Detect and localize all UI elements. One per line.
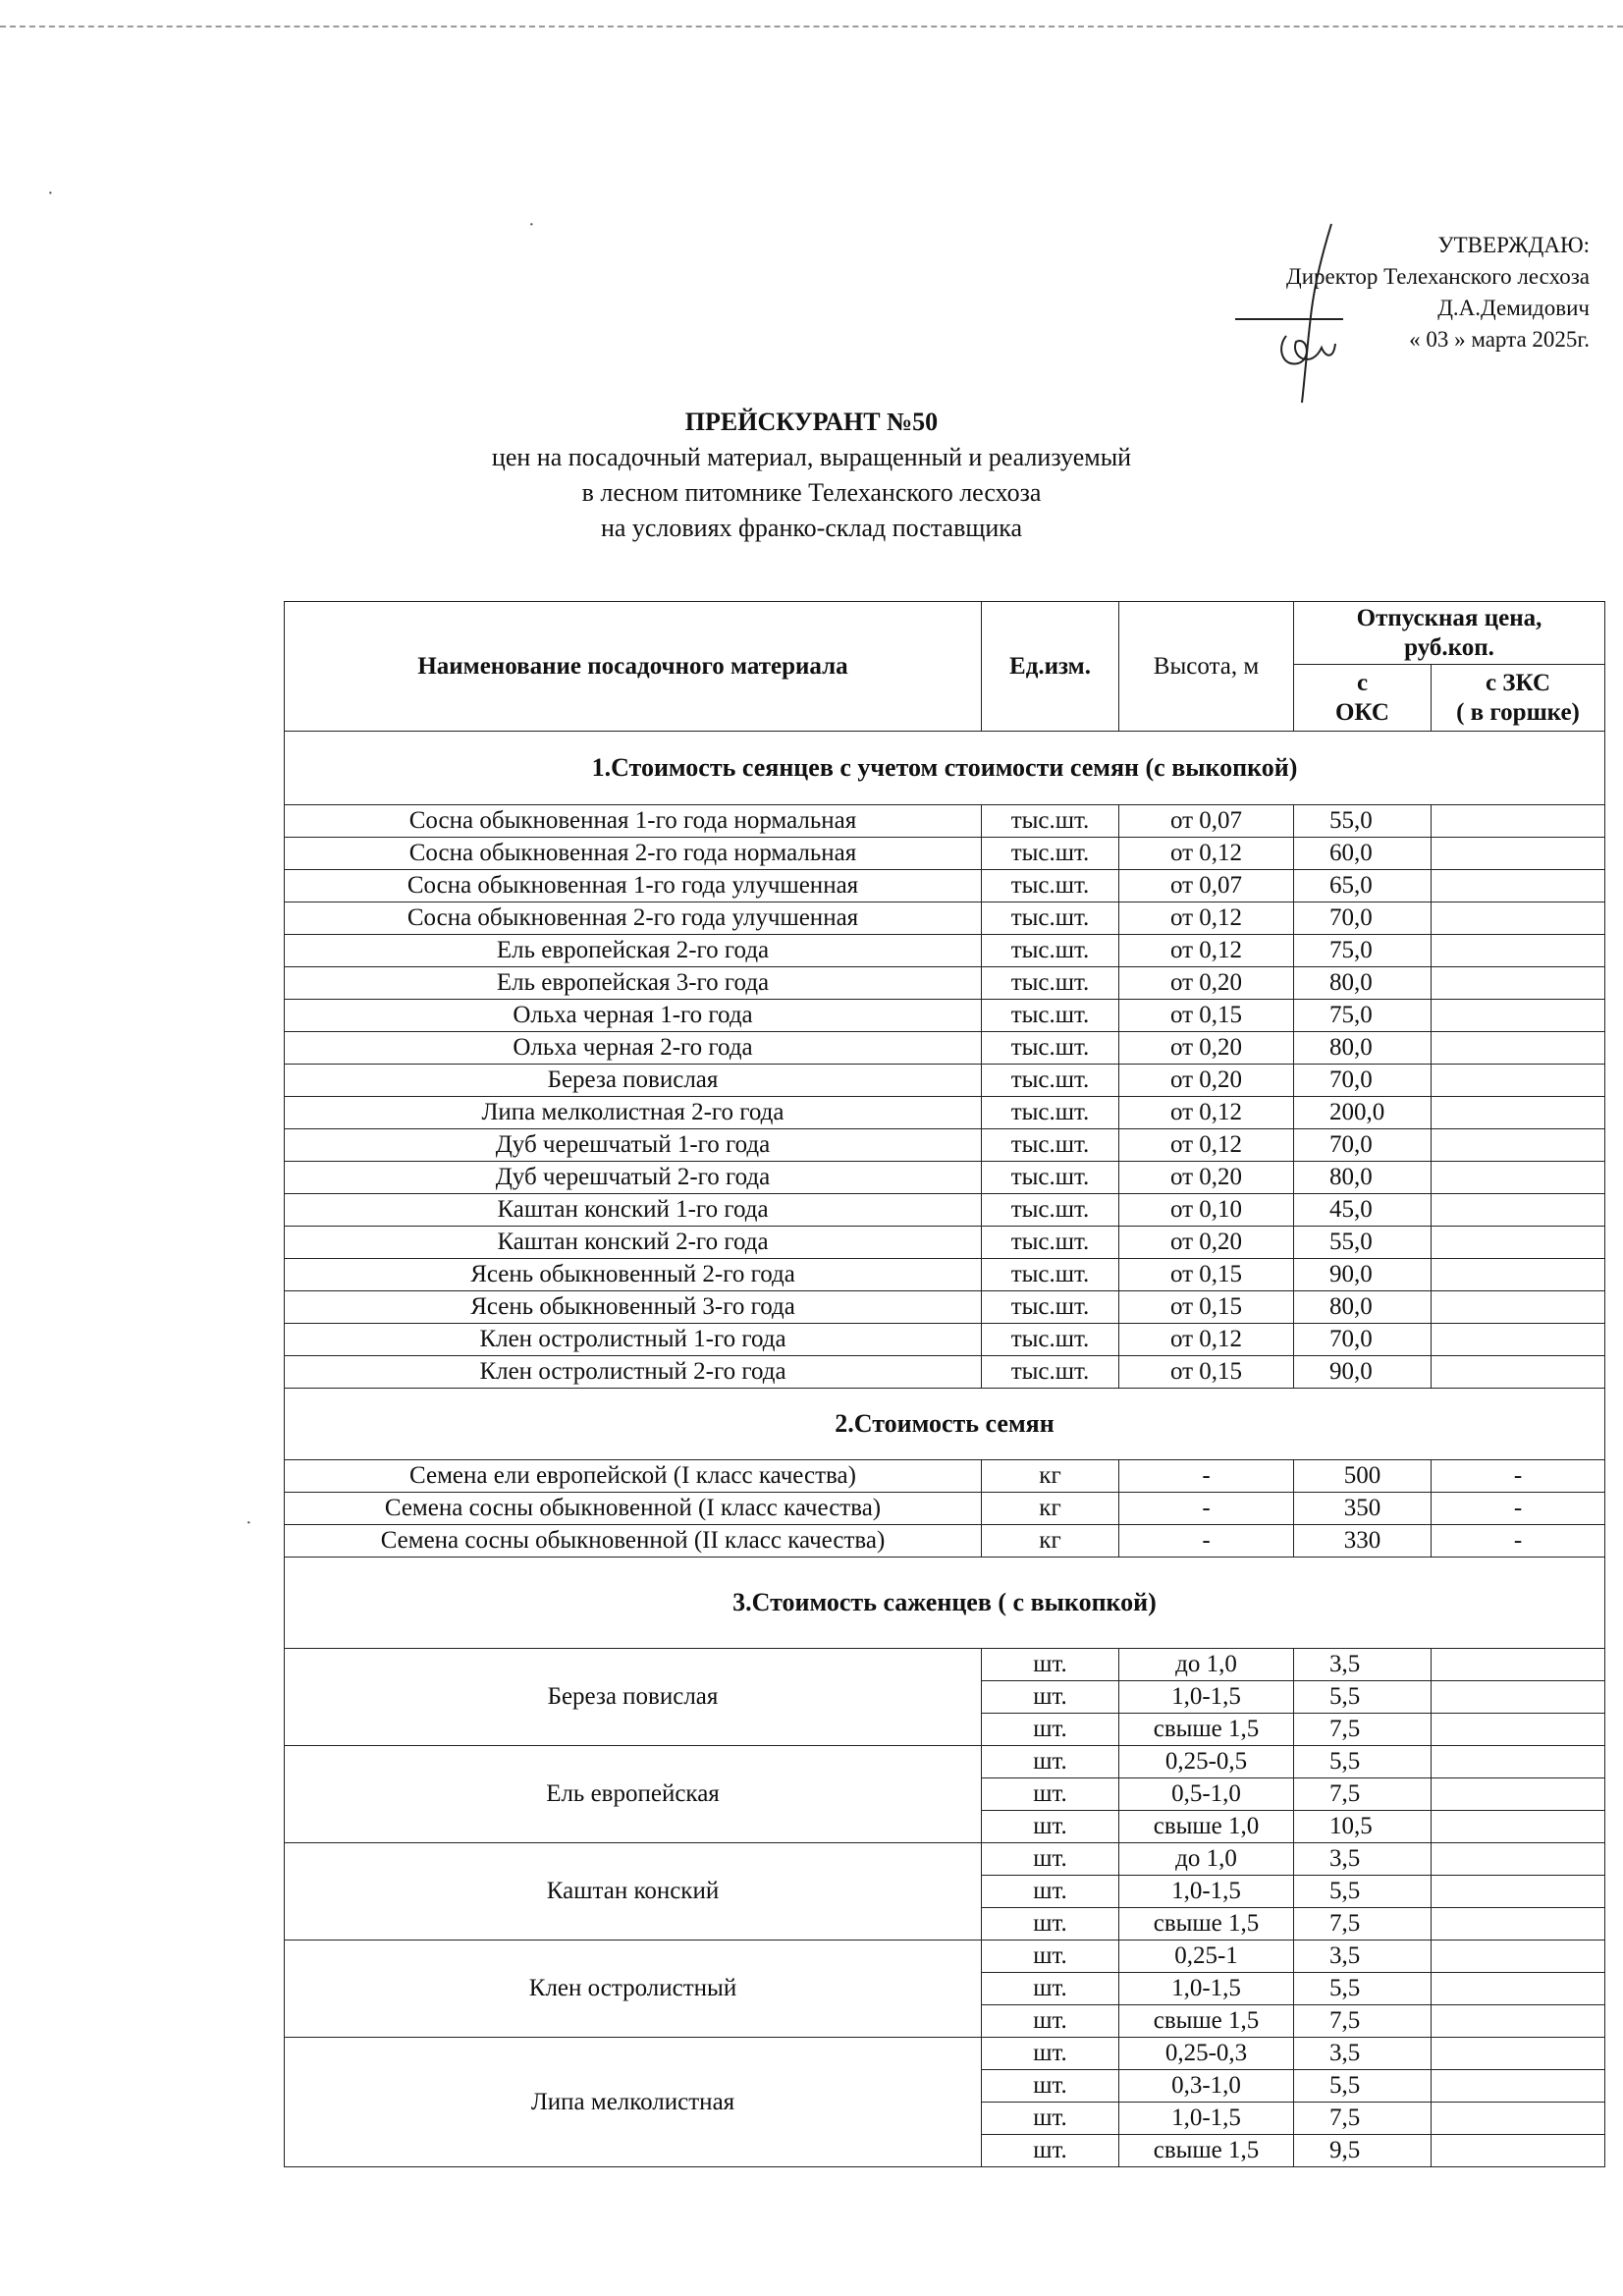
- cell-price-zks: [1432, 1649, 1605, 1681]
- cell-price-oks: 80,0: [1294, 1291, 1432, 1324]
- cell-price-zks: [1432, 1324, 1605, 1356]
- cell-price-zks: [1432, 902, 1605, 935]
- cell-price-oks: 55,0: [1294, 805, 1432, 838]
- cell-price-oks: 45,0: [1294, 1194, 1432, 1227]
- cell-price-zks: [1432, 1778, 1605, 1811]
- scan-edge-line: [0, 26, 1623, 27]
- table-row: [285, 1525, 1605, 1558]
- cell-price-zks: [1432, 1162, 1605, 1194]
- cell-price-oks: 70,0: [1294, 1324, 1432, 1356]
- cell-unit: шт.: [982, 1649, 1119, 1681]
- table-row: [285, 1746, 1605, 1778]
- cell-height: 1,0-1,5: [1119, 1681, 1294, 1714]
- section-title-seeds: 2.Стоимость семян: [285, 1389, 1605, 1460]
- title-line-2: в лесном питомнике Телеханского лесхоза: [581, 478, 1042, 507]
- cell-price-zks: [1432, 2038, 1605, 2070]
- cell-name: Клен остролистный 1-го года: [285, 1324, 982, 1356]
- cell-price-oks: 3,5: [1294, 1843, 1432, 1876]
- cell-unit: шт.: [982, 1843, 1119, 1876]
- cell-name: Ель европейская 2-го года: [285, 935, 982, 967]
- cell-unit: шт.: [982, 2135, 1119, 2167]
- cell-height: 1,0-1,5: [1119, 1876, 1294, 1908]
- cell-price-oks: 80,0: [1294, 1032, 1432, 1065]
- cell-name: Сосна обыкновенная 1-го года улучшенная: [285, 870, 982, 902]
- price-table: [284, 601, 1605, 2167]
- cell-height: свыше 1,5: [1119, 1908, 1294, 1941]
- cell-price-zks: [1432, 1843, 1605, 1876]
- cell-unit: шт.: [982, 2005, 1119, 2038]
- cell-price-zks: [1432, 1065, 1605, 1097]
- cell-group-name: Каштан конский: [285, 1843, 982, 1941]
- cell-price-oks: 5,5: [1294, 1681, 1432, 1714]
- cell-height: до 1,0: [1119, 1649, 1294, 1681]
- cell-price-zks: [1432, 838, 1605, 870]
- section-title-seedlings: 1.Стоимость сеянцев с учетом стоимости семян (с выкопкой): [285, 732, 1605, 805]
- header-oks-bottom: ОКС: [1334, 698, 1389, 726]
- cell-price-oks: 80,0: [1294, 1162, 1432, 1194]
- cell-price-zks: [1432, 2005, 1605, 2038]
- cell-name: Ольха черная 1-го года: [285, 1000, 982, 1032]
- table-row: [285, 902, 1605, 935]
- cell-unit: тыс.шт.: [982, 1032, 1119, 1065]
- cell-price-zks: [1432, 1227, 1605, 1259]
- cell-group-name: Ель европейская: [285, 1746, 982, 1843]
- cell-price-oks: 70,0: [1294, 902, 1432, 935]
- handwritten-signature: [1272, 220, 1341, 407]
- cell-height: от 0,15: [1119, 1291, 1294, 1324]
- cell-name: Дуб черешчатый 1-го года: [285, 1129, 982, 1162]
- scan-speck: ·: [245, 1512, 252, 1534]
- cell-name: Каштан конский 2-го года: [285, 1227, 982, 1259]
- table-row: [285, 1649, 1605, 1681]
- table-row: [285, 1194, 1605, 1227]
- cell-price-oks: 5,5: [1294, 2070, 1432, 2103]
- table-row: [285, 1065, 1605, 1097]
- cell-height: 0,25-0,3: [1119, 2038, 1294, 2070]
- cell-height: 0,25-0,5: [1119, 1746, 1294, 1778]
- cell-price-oks: 3,5: [1294, 1941, 1432, 1973]
- table-row: [285, 870, 1605, 902]
- cell-height: 0,3-1,0: [1119, 2070, 1294, 2103]
- cell-name: Ольха черная 2-го года: [285, 1032, 982, 1065]
- table-row: [285, 1356, 1605, 1389]
- cell-height: от 0,12: [1119, 1129, 1294, 1162]
- cell-height: от 0,20: [1119, 1032, 1294, 1065]
- table-row: [285, 1032, 1605, 1065]
- cell-height: 1,0-1,5: [1119, 2103, 1294, 2135]
- table-row: [285, 1129, 1605, 1162]
- cell-price-zks: -: [1432, 1525, 1605, 1558]
- section-title-saplings: 3.Стоимость саженцев ( с выкопкой): [285, 1558, 1605, 1649]
- cell-unit: тыс.шт.: [982, 1356, 1119, 1389]
- cell-unit: тыс.шт.: [982, 1194, 1119, 1227]
- cell-unit: тыс.шт.: [982, 1227, 1119, 1259]
- cell-name: Семена сосны обыкновенной (I класс качества): [285, 1493, 982, 1525]
- cell-height: от 0,12: [1119, 1097, 1294, 1129]
- table-row: [285, 838, 1605, 870]
- cell-height: от 0,10: [1119, 1194, 1294, 1227]
- cell-unit: тыс.шт.: [982, 1065, 1119, 1097]
- cell-price-oks: 200,0: [1294, 1097, 1432, 1129]
- cell-price-oks: 7,5: [1294, 1908, 1432, 1941]
- cell-price-oks: 330: [1294, 1525, 1432, 1558]
- cell-name: Семена ели европейской (I класс качества): [285, 1460, 982, 1493]
- cell-unit: шт.: [982, 2038, 1119, 2070]
- table-row: [285, 1493, 1605, 1525]
- table-row: [285, 1259, 1605, 1291]
- cell-price-zks: [1432, 1908, 1605, 1941]
- title-line-3: на условиях франко-склад поставщика: [600, 514, 1023, 542]
- cell-price-oks: 7,5: [1294, 1714, 1432, 1746]
- cell-price-zks: -: [1432, 1493, 1605, 1525]
- header-oks-top: с: [1356, 669, 1369, 696]
- cell-height: 0,5-1,0: [1119, 1778, 1294, 1811]
- cell-unit: шт.: [982, 1681, 1119, 1714]
- cell-name: Сосна обыкновенная 1-го года нормальная: [285, 805, 982, 838]
- cell-price-zks: [1432, 1097, 1605, 1129]
- cell-unit: шт.: [982, 1778, 1119, 1811]
- cell-price-zks: [1432, 967, 1605, 1000]
- header-zks: [1432, 665, 1605, 732]
- cell-height: от 0,12: [1119, 935, 1294, 967]
- table-row: [285, 967, 1605, 1000]
- approval-date: « 03 » марта 2025г.: [1409, 327, 1590, 352]
- cell-price-oks: 75,0: [1294, 1000, 1432, 1032]
- cell-price-oks: 350: [1294, 1493, 1432, 1525]
- table-row: [285, 1000, 1605, 1032]
- cell-price-oks: 500: [1294, 1460, 1432, 1493]
- cell-price-zks: [1432, 1811, 1605, 1843]
- cell-height: от 0,20: [1119, 1162, 1294, 1194]
- cell-unit: тыс.шт.: [982, 1291, 1119, 1324]
- cell-height: от 0,15: [1119, 1000, 1294, 1032]
- cell-name: Сосна обыкновенная 2-го года улучшенная: [285, 902, 982, 935]
- cell-unit: шт.: [982, 1746, 1119, 1778]
- cell-price-zks: [1432, 935, 1605, 967]
- cell-unit: тыс.шт.: [982, 1162, 1119, 1194]
- cell-unit: кг: [982, 1525, 1119, 1558]
- cell-price-zks: [1432, 1973, 1605, 2005]
- cell-height: свыше 1,5: [1119, 1714, 1294, 1746]
- header-zks-bottom: ( в горшке): [1456, 698, 1580, 726]
- cell-price-oks: 5,5: [1294, 1973, 1432, 2005]
- cell-price-zks: [1432, 1291, 1605, 1324]
- header-oks: [1294, 665, 1432, 732]
- cell-unit: кг: [982, 1460, 1119, 1493]
- cell-price-zks: [1432, 805, 1605, 838]
- cell-unit: тыс.шт.: [982, 967, 1119, 1000]
- cell-price-oks: 7,5: [1294, 1778, 1432, 1811]
- table-row: [285, 2038, 1605, 2070]
- cell-height: от 0,07: [1119, 870, 1294, 902]
- cell-height: от 0,12: [1119, 902, 1294, 935]
- cell-height: от 0,20: [1119, 1065, 1294, 1097]
- cell-unit: тыс.шт.: [982, 935, 1119, 967]
- cell-height: -: [1119, 1525, 1294, 1558]
- cell-price-zks: [1432, 2135, 1605, 2167]
- cell-height: от 0,12: [1119, 838, 1294, 870]
- cell-price-zks: -: [1432, 1460, 1605, 1493]
- cell-price-oks: 70,0: [1294, 1065, 1432, 1097]
- cell-unit: шт.: [982, 1973, 1119, 2005]
- cell-unit: шт.: [982, 1908, 1119, 1941]
- cell-unit: шт.: [982, 1714, 1119, 1746]
- cell-name: Береза повислая: [285, 1065, 982, 1097]
- table-row: [285, 1941, 1605, 1973]
- table-row: [285, 1843, 1605, 1876]
- cell-unit: тыс.шт.: [982, 1324, 1119, 1356]
- cell-unit: тыс.шт.: [982, 902, 1119, 935]
- cell-price-zks: [1432, 1714, 1605, 1746]
- cell-price-oks: 75,0: [1294, 935, 1432, 967]
- cell-price-zks: [1432, 1746, 1605, 1778]
- cell-height: от 0,07: [1119, 805, 1294, 838]
- cell-height: -: [1119, 1493, 1294, 1525]
- cell-height: от 0,20: [1119, 1227, 1294, 1259]
- cell-height: свыше 1,5: [1119, 2005, 1294, 2038]
- cell-height: от 0,15: [1119, 1259, 1294, 1291]
- scan-speck: ·: [47, 183, 54, 204]
- cell-unit: шт.: [982, 1876, 1119, 1908]
- cell-unit: тыс.шт.: [982, 838, 1119, 870]
- cell-price-zks: [1432, 1032, 1605, 1065]
- cell-height: от 0,20: [1119, 967, 1294, 1000]
- title-line-1: цен на посадочный материал, выращенный и реализуемый: [491, 443, 1132, 471]
- cell-unit: тыс.шт.: [982, 870, 1119, 902]
- table-row: [285, 935, 1605, 967]
- cell-price-zks: [1432, 1681, 1605, 1714]
- cell-unit: тыс.шт.: [982, 1000, 1119, 1032]
- cell-height: свыше 1,0: [1119, 1811, 1294, 1843]
- cell-price-zks: [1432, 1259, 1605, 1291]
- cell-unit: шт.: [982, 2070, 1119, 2103]
- cell-price-oks: 10,5: [1294, 1811, 1432, 1843]
- table-row: [285, 1227, 1605, 1259]
- cell-price-oks: 3,5: [1294, 2038, 1432, 2070]
- cell-price-zks: [1432, 1941, 1605, 1973]
- header-name: Наименование посадочного материала: [285, 602, 982, 732]
- cell-unit: тыс.шт.: [982, 1129, 1119, 1162]
- table-row: [285, 1097, 1605, 1129]
- approval-person: Д.А.Демидович: [1437, 296, 1590, 320]
- approval-title: УТВЕРЖДАЮ:: [1437, 233, 1590, 257]
- cell-price-oks: 65,0: [1294, 870, 1432, 902]
- cell-price-zks: [1432, 2103, 1605, 2135]
- table-row: [285, 1291, 1605, 1324]
- cell-price-oks: 9,5: [1294, 2135, 1432, 2167]
- cell-name: Клен остролистный 2-го года: [285, 1356, 982, 1389]
- cell-price-zks: [1432, 1194, 1605, 1227]
- cell-height: от 0,15: [1119, 1356, 1294, 1389]
- cell-price-oks: 5,5: [1294, 1876, 1432, 1908]
- header-price: Отпускная цена, руб.коп.: [1294, 602, 1605, 665]
- title-heading: ПРЕЙСКУРАНТ №50: [684, 408, 939, 436]
- cell-price-zks: [1432, 1129, 1605, 1162]
- cell-price-oks: 80,0: [1294, 967, 1432, 1000]
- cell-group-name: Клен остролистный: [285, 1941, 982, 2038]
- table-row: [285, 1460, 1605, 1493]
- document-title: [0, 405, 1623, 546]
- cell-price-oks: 5,5: [1294, 1746, 1432, 1778]
- cell-unit: кг: [982, 1493, 1119, 1525]
- cell-height: -: [1119, 1460, 1294, 1493]
- cell-name: Липа мелколистная 2-го года: [285, 1097, 982, 1129]
- cell-unit: шт.: [982, 2103, 1119, 2135]
- cell-group-name: Береза повислая: [285, 1649, 982, 1746]
- cell-height: от 0,12: [1119, 1324, 1294, 1356]
- cell-unit: тыс.шт.: [982, 1259, 1119, 1291]
- cell-name: Ель европейская 3-го года: [285, 967, 982, 1000]
- header-unit: Ед.изм.: [982, 602, 1119, 732]
- table-row: [285, 805, 1605, 838]
- cell-name: Каштан конский 1-го года: [285, 1194, 982, 1227]
- table-row: [285, 1162, 1605, 1194]
- cell-name: Сосна обыкновенная 2-го года нормальная: [285, 838, 982, 870]
- scan-speck: ·: [528, 214, 535, 236]
- cell-price-oks: 90,0: [1294, 1259, 1432, 1291]
- cell-price-zks: [1432, 1356, 1605, 1389]
- cell-price-oks: 60,0: [1294, 838, 1432, 870]
- cell-price-zks: [1432, 1000, 1605, 1032]
- cell-height: до 1,0: [1119, 1843, 1294, 1876]
- cell-price-zks: [1432, 2070, 1605, 2103]
- cell-name: Дуб черешчатый 2-го года: [285, 1162, 982, 1194]
- cell-name: Ясень обыкновенный 2-го года: [285, 1259, 982, 1291]
- cell-unit: шт.: [982, 1941, 1119, 1973]
- cell-price-zks: [1432, 870, 1605, 902]
- header-zks-top: с ЗКС: [1485, 669, 1551, 696]
- cell-name: Семена сосны обыкновенной (II класс качества): [285, 1525, 982, 1558]
- cell-price-oks: 90,0: [1294, 1356, 1432, 1389]
- cell-name: Ясень обыкновенный 3-го года: [285, 1291, 982, 1324]
- cell-unit: тыс.шт.: [982, 805, 1119, 838]
- cell-group-name: Липа мелколистная: [285, 2038, 982, 2167]
- cell-unit: тыс.шт.: [982, 1097, 1119, 1129]
- header-height: Высота, м: [1119, 602, 1294, 732]
- cell-price-zks: [1432, 1876, 1605, 1908]
- cell-price-oks: 55,0: [1294, 1227, 1432, 1259]
- cell-price-oks: 7,5: [1294, 2103, 1432, 2135]
- cell-height: 1,0-1,5: [1119, 1973, 1294, 2005]
- approval-position: Директор Телеханского лесхоза: [1286, 264, 1590, 289]
- cell-height: свыше 1,5: [1119, 2135, 1294, 2167]
- table-row: [285, 1324, 1605, 1356]
- cell-price-oks: 3,5: [1294, 1649, 1432, 1681]
- cell-price-oks: 7,5: [1294, 2005, 1432, 2038]
- cell-price-oks: 70,0: [1294, 1129, 1432, 1162]
- cell-unit: шт.: [982, 1811, 1119, 1843]
- cell-height: 0,25-1: [1119, 1941, 1294, 1973]
